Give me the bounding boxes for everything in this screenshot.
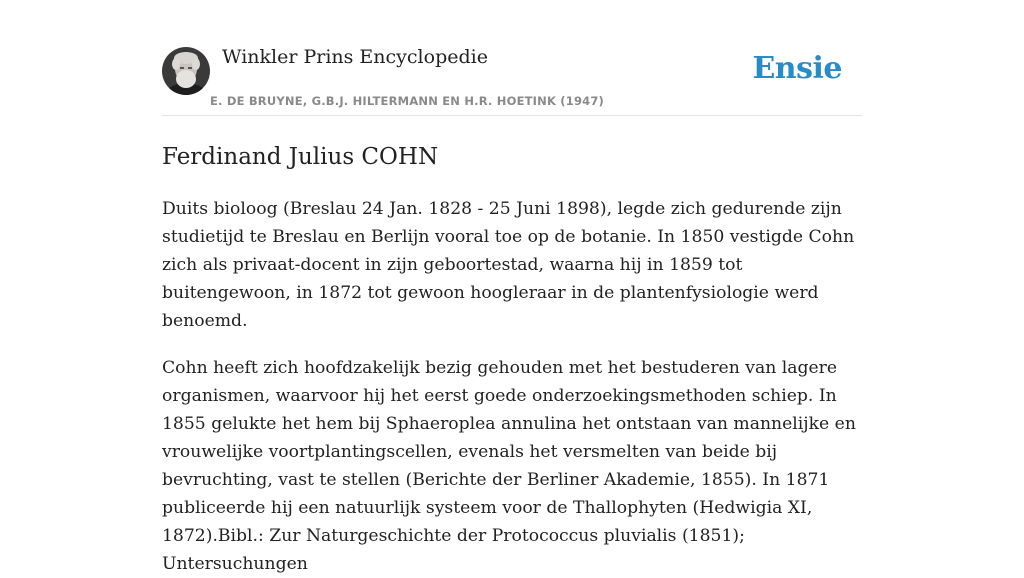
publication-avatar[interactable] xyxy=(162,47,210,95)
publication-authors: E. DE BRUYNE, G.B.J. HILTERMANN EN H.R. HOETINK (1947) xyxy=(210,94,605,108)
portrait-photo-icon xyxy=(162,47,210,95)
page xyxy=(162,0,862,578)
article-paragraph-2: Cohn heeft zich hoofdzakelijk bezig gehouden met het bestuderen van lagere organismen, waarvoor hij het eerst goede onderzoekingsmethoden schiep. In 1855 gelukte het hem bij Sphaeroplea annulina het ontstaan van mannelijke en vrouwelijke voortplantingscellen, evenals het versmelten van beide bij bevruchting, vast te stellen (Berichte der Berliner Akademie, 1855). In 1871 publiceerde hij een natuurlijk systeem voor de Thallophyten (Hedwigia XI, 1872).Bibl.: Zur Naturgeschichte der Protococcus pluvialis (1851); Untersuchungen xyxy=(162,358,856,574)
article-title: Ferdinand Julius COHN xyxy=(162,144,439,170)
publication-title[interactable]: Winkler Prins Encyclopedie xyxy=(222,46,488,68)
article-paragraph-1: Duits bioloog (Breslau 24 Jan. 1828 - 25 Juni 1898), legde zich gedurende zijn studietijd te Breslau en Berlijn vooral toe op de botanie. In 1850 vestigde Cohn zich als privaat-docent in zijn geboortestad, waarna hij in 1859 tot buitengewoon, in 1872 tot gewoon hoogleraar in de plantenfysiologie werd benoemd. xyxy=(162,199,855,331)
publication-header xyxy=(162,0,862,116)
ensie-logo-link[interactable]: Ensie xyxy=(752,51,842,86)
